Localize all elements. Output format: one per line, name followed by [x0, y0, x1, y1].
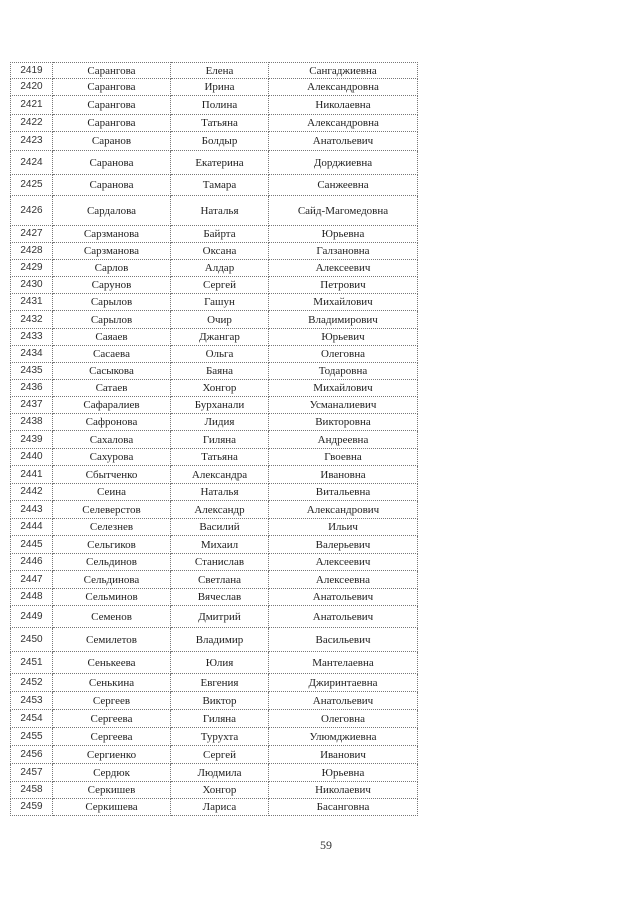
row-number-cell: 2423	[11, 132, 53, 151]
given-name-cell: Ирина	[171, 79, 269, 96]
table-row	[11, 311, 418, 329]
table-row	[11, 363, 418, 380]
row-number-cell: 2420	[11, 79, 53, 96]
table-row	[11, 746, 418, 764]
row-number-cell: 2436	[11, 380, 53, 397]
patronymic-cell: Анатольевич	[269, 589, 418, 606]
row-number-cell: 2444	[11, 519, 53, 536]
table-row	[11, 628, 418, 652]
surname-cell: Саяаев	[53, 329, 171, 346]
table-row	[11, 536, 418, 554]
row-number-cell: 2427	[11, 226, 53, 243]
table-row	[11, 260, 418, 277]
surname-cell: Сахалова	[53, 431, 171, 449]
given-name-cell: Оксана	[171, 243, 269, 260]
row-number-cell: 2446	[11, 554, 53, 571]
patronymic-cell: Ивановна	[269, 466, 418, 484]
row-number-cell: 2458	[11, 782, 53, 799]
given-name-cell: Наталья	[171, 484, 269, 501]
table-row	[11, 519, 418, 536]
row-number-cell: 2424	[11, 151, 53, 175]
patronymic-cell: Анатольевич	[269, 132, 418, 151]
given-name-cell: Виктор	[171, 692, 269, 710]
patronymic-cell: Александровна	[269, 115, 418, 132]
patronymic-cell: Андреевна	[269, 431, 418, 449]
row-number-cell: 2452	[11, 674, 53, 692]
table-row	[11, 226, 418, 243]
table-row	[11, 554, 418, 571]
given-name-cell: Елена	[171, 63, 269, 79]
surname-cell: Саранова	[53, 175, 171, 196]
given-name-cell: Хонгор	[171, 380, 269, 397]
surname-cell: Сахурова	[53, 449, 171, 466]
surname-cell: Серкишева	[53, 799, 171, 816]
given-name-cell: Евгения	[171, 674, 269, 692]
table-row	[11, 484, 418, 501]
table-row	[11, 175, 418, 196]
row-number-cell: 2453	[11, 692, 53, 710]
row-number-cell: 2448	[11, 589, 53, 606]
surname-cell: Семенов	[53, 606, 171, 628]
surname-cell: Сасаева	[53, 346, 171, 363]
row-number-cell: 2445	[11, 536, 53, 554]
row-number-cell: 2451	[11, 652, 53, 674]
table-row	[11, 728, 418, 746]
patronymic-cell: Гвоевна	[269, 449, 418, 466]
patronymic-cell: Усманалиевич	[269, 397, 418, 414]
table-row	[11, 346, 418, 363]
given-name-cell: Гашун	[171, 294, 269, 311]
surname-cell: Сарзманова	[53, 243, 171, 260]
row-number-cell: 2421	[11, 96, 53, 115]
table-row	[11, 414, 418, 431]
patronymic-cell: Юрьевна	[269, 764, 418, 782]
patronymic-cell: Олеговна	[269, 710, 418, 728]
given-name-cell: Людмила	[171, 764, 269, 782]
table-row	[11, 243, 418, 260]
page-number: 59	[320, 838, 332, 852]
given-name-cell: Полина	[171, 96, 269, 115]
table-row	[11, 674, 418, 692]
patronymic-cell: Витальевна	[269, 484, 418, 501]
surname-cell: Сельгиков	[53, 536, 171, 554]
patronymic-cell: Валерьевич	[269, 536, 418, 554]
surname-cell: Сенькеева	[53, 652, 171, 674]
table-row	[11, 79, 418, 96]
patronymic-cell: Михайлович	[269, 294, 418, 311]
given-name-cell: Гиляна	[171, 710, 269, 728]
surname-cell: Сарангова	[53, 96, 171, 115]
table-row	[11, 589, 418, 606]
given-name-cell: Владимир	[171, 628, 269, 652]
patronymic-cell: Улюмджиевна	[269, 728, 418, 746]
given-name-cell: Джангар	[171, 329, 269, 346]
given-name-cell: Александр	[171, 501, 269, 519]
patronymic-cell: Иванович	[269, 746, 418, 764]
row-number-cell: 2432	[11, 311, 53, 329]
row-number-cell: 2447	[11, 571, 53, 589]
row-number-cell: 2449	[11, 606, 53, 628]
surname-cell: Сардалова	[53, 196, 171, 226]
given-name-cell: Баяна	[171, 363, 269, 380]
patronymic-cell: Александрович	[269, 501, 418, 519]
patronymic-cell: Сангаджиевна	[269, 63, 418, 79]
given-name-cell: Сергей	[171, 746, 269, 764]
table-row	[11, 397, 418, 414]
given-name-cell: Светлана	[171, 571, 269, 589]
surname-cell: Сарангова	[53, 79, 171, 96]
row-number-cell: 2435	[11, 363, 53, 380]
row-number-cell: 2422	[11, 115, 53, 132]
patronymic-cell: Алексеевич	[269, 260, 418, 277]
row-number-cell: 2441	[11, 466, 53, 484]
surname-cell: Сарзманова	[53, 226, 171, 243]
row-number-cell: 2419	[11, 63, 53, 79]
surname-cell: Саранова	[53, 151, 171, 175]
patronymic-cell: Васильевич	[269, 628, 418, 652]
patronymic-cell: Галзановна	[269, 243, 418, 260]
row-number-cell: 2442	[11, 484, 53, 501]
surname-cell: Семилетов	[53, 628, 171, 652]
table-row	[11, 132, 418, 151]
table-row	[11, 692, 418, 710]
surname-cell: Саранов	[53, 132, 171, 151]
given-name-cell: Татьяна	[171, 449, 269, 466]
given-name-cell: Очир	[171, 311, 269, 329]
row-number-cell: 2428	[11, 243, 53, 260]
patronymic-cell: Юрьевич	[269, 329, 418, 346]
row-number-cell: 2425	[11, 175, 53, 196]
surname-cell: Сасыкова	[53, 363, 171, 380]
name-registry-table	[10, 62, 418, 816]
patronymic-cell: Петрович	[269, 277, 418, 294]
patronymic-cell: Анатольевич	[269, 692, 418, 710]
given-name-cell: Турухта	[171, 728, 269, 746]
row-number-cell: 2450	[11, 628, 53, 652]
surname-cell: Сарангова	[53, 115, 171, 132]
table-row	[11, 196, 418, 226]
name-registry-table-wrapper	[10, 62, 417, 816]
table-row	[11, 799, 418, 816]
table-row	[11, 710, 418, 728]
row-number-cell: 2456	[11, 746, 53, 764]
table-row	[11, 115, 418, 132]
row-number-cell: 2455	[11, 728, 53, 746]
surname-cell: Серкишев	[53, 782, 171, 799]
given-name-cell: Гиляна	[171, 431, 269, 449]
given-name-cell: Станислав	[171, 554, 269, 571]
table-row	[11, 96, 418, 115]
given-name-cell: Александра	[171, 466, 269, 484]
table-row	[11, 571, 418, 589]
surname-cell: Сатаев	[53, 380, 171, 397]
table-row	[11, 151, 418, 175]
patronymic-cell: Владимирович	[269, 311, 418, 329]
given-name-cell: Байрта	[171, 226, 269, 243]
surname-cell: Сбытченко	[53, 466, 171, 484]
row-number-cell: 2431	[11, 294, 53, 311]
table-body	[11, 63, 418, 816]
patronymic-cell: Николаевна	[269, 96, 418, 115]
patronymic-cell: Тодаровна	[269, 363, 418, 380]
table-row	[11, 329, 418, 346]
patronymic-cell: Джиринтаевна	[269, 674, 418, 692]
surname-cell: Сенькина	[53, 674, 171, 692]
given-name-cell: Наталья	[171, 196, 269, 226]
row-number-cell: 2457	[11, 764, 53, 782]
row-number-cell: 2426	[11, 196, 53, 226]
table-row	[11, 431, 418, 449]
given-name-cell: Тамара	[171, 175, 269, 196]
given-name-cell: Бурханали	[171, 397, 269, 414]
patronymic-cell: Санжеевна	[269, 175, 418, 196]
surname-cell: Сельминов	[53, 589, 171, 606]
row-number-cell: 2459	[11, 799, 53, 816]
row-number-cell: 2437	[11, 397, 53, 414]
row-number-cell: 2440	[11, 449, 53, 466]
table-row	[11, 449, 418, 466]
given-name-cell: Болдыр	[171, 132, 269, 151]
row-number-cell: 2454	[11, 710, 53, 728]
patronymic-cell: Викторовна	[269, 414, 418, 431]
given-name-cell: Татьяна	[171, 115, 269, 132]
table-row	[11, 764, 418, 782]
given-name-cell: Василий	[171, 519, 269, 536]
patronymic-cell: Мантелаевна	[269, 652, 418, 674]
patronymic-cell: Николаевич	[269, 782, 418, 799]
given-name-cell: Лидия	[171, 414, 269, 431]
surname-cell: Сафаралиев	[53, 397, 171, 414]
table-row	[11, 606, 418, 628]
table-row	[11, 782, 418, 799]
given-name-cell: Ольга	[171, 346, 269, 363]
patronymic-cell: Михайлович	[269, 380, 418, 397]
patronymic-cell: Алексеевич	[269, 554, 418, 571]
surname-cell: Сарылов	[53, 294, 171, 311]
table-row	[11, 380, 418, 397]
surname-cell: Селезнев	[53, 519, 171, 536]
surname-cell: Сергиенко	[53, 746, 171, 764]
row-number-cell: 2439	[11, 431, 53, 449]
row-number-cell: 2443	[11, 501, 53, 519]
surname-cell: Сельдинова	[53, 571, 171, 589]
surname-cell: Сергеев	[53, 692, 171, 710]
patronymic-cell: Олеговна	[269, 346, 418, 363]
surname-cell: Сердюк	[53, 764, 171, 782]
patronymic-cell: Алексеевна	[269, 571, 418, 589]
patronymic-cell: Ильич	[269, 519, 418, 536]
surname-cell: Сарлов	[53, 260, 171, 277]
surname-cell: Сарангова	[53, 63, 171, 79]
surname-cell: Селеверстов	[53, 501, 171, 519]
table-row	[11, 294, 418, 311]
given-name-cell: Хонгор	[171, 782, 269, 799]
surname-cell: Сергеева	[53, 728, 171, 746]
surname-cell: Сафронова	[53, 414, 171, 431]
surname-cell: Сеина	[53, 484, 171, 501]
given-name-cell: Лариса	[171, 799, 269, 816]
row-number-cell: 2430	[11, 277, 53, 294]
given-name-cell: Сергей	[171, 277, 269, 294]
table-row	[11, 652, 418, 674]
table-row	[11, 466, 418, 484]
patronymic-cell: Александровна	[269, 79, 418, 96]
given-name-cell: Юлия	[171, 652, 269, 674]
table-row	[11, 63, 418, 79]
patronymic-cell: Басанговна	[269, 799, 418, 816]
row-number-cell: 2429	[11, 260, 53, 277]
surname-cell: Сарунов	[53, 277, 171, 294]
given-name-cell: Алдар	[171, 260, 269, 277]
given-name-cell: Дмитрий	[171, 606, 269, 628]
row-number-cell: 2434	[11, 346, 53, 363]
surname-cell: Сергеева	[53, 710, 171, 728]
given-name-cell: Михаил	[171, 536, 269, 554]
row-number-cell: 2433	[11, 329, 53, 346]
given-name-cell: Вячеслав	[171, 589, 269, 606]
patronymic-cell: Юрьевна	[269, 226, 418, 243]
surname-cell: Сельдинов	[53, 554, 171, 571]
row-number-cell: 2438	[11, 414, 53, 431]
given-name-cell: Екатерина	[171, 151, 269, 175]
table-row	[11, 501, 418, 519]
patronymic-cell: Дорджиевна	[269, 151, 418, 175]
patronymic-cell: Сайд-Магомедовна	[269, 196, 418, 226]
table-row	[11, 277, 418, 294]
surname-cell: Сарылов	[53, 311, 171, 329]
patronymic-cell: Анатольевич	[269, 606, 418, 628]
